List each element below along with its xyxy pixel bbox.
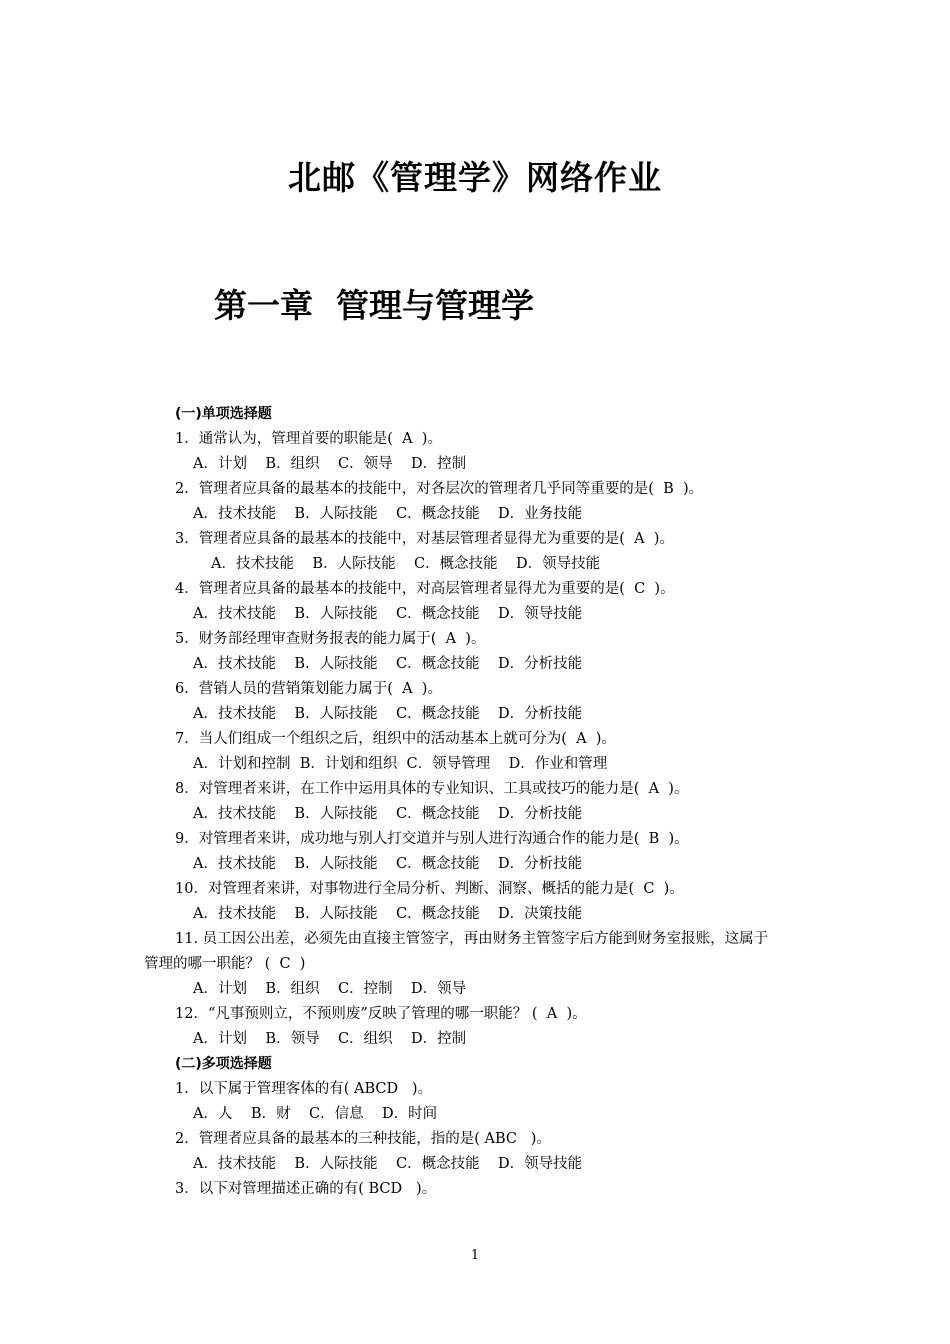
- question-7: 7．当人们组成一个组织之后，组织中的活动基本上就可分为( A )。: [175, 731, 616, 747]
- question-9: 9．对管理者来讲，成功地与别人打交道并与别人进行沟通合作的能力是( B )。: [175, 831, 689, 847]
- question-11-continuation: 管理的哪一职能？ ( C ): [144, 956, 306, 972]
- question-5: 5．财务部经理审查财务报表的能力属于( A )。: [175, 631, 486, 647]
- mc-question-3: 3．以下对管理描述正确的有( BCD )。: [175, 1181, 437, 1197]
- question-8-options: A．技术技能 B．人际技能 C．概念技能 D．分析技能: [193, 806, 583, 822]
- page-number: 1: [470, 1248, 480, 1263]
- chapter-title: 第一章 管理与管理学: [214, 286, 534, 325]
- question-2-options: A．技术技能 B．人际技能 C．概念技能 D．业务技能: [193, 506, 583, 522]
- mc-question-2: 2．管理者应具备的最基本的三种技能，指的是( ABC )。: [175, 1131, 551, 1147]
- question-4: 4．管理者应具备的最基本的技能中，对高层管理者显得尤为重要的是( C )。: [175, 581, 675, 597]
- question-3-options: A．技术技能 B．人际技能 C．概念技能 D．领导技能: [211, 556, 601, 572]
- question-12: 12．“凡事预则立，不预则废”反映了管理的哪一职能？ ( A )。: [175, 1006, 587, 1022]
- question-8: 8．对管理者来讲，在工作中运用具体的专业知识、工具或技巧的能力是( A )。: [175, 781, 689, 797]
- question-11-options: A．计划 B．组织 C．控制 D．领导: [193, 981, 467, 997]
- question-10: 10．对管理者来讲，对事物进行全局分析、判断、洞察、概括的能力是( C )。: [175, 881, 684, 897]
- question-6-options: A．技术技能 B．人际技能 C．概念技能 D．分析技能: [193, 706, 583, 722]
- question-7-options: A．计划和控制 B．计划和组织 C．领导管理 D．作业和管理: [193, 756, 608, 772]
- question-4-options: A．技术技能 B．人际技能 C．概念技能 D．领导技能: [193, 606, 583, 622]
- question-10-options: A．技术技能 B．人际技能 C．概念技能 D．决策技能: [193, 906, 583, 922]
- question-1-options: A．计划 B．组织 C．领导 D．控制: [193, 456, 467, 472]
- question-9-options: A．技术技能 B．人际技能 C．概念技能 D．分析技能: [193, 856, 583, 872]
- question-11: 11. 员工因公出差，必须先由直接主管签字，再由财务主管签字后方能到财务室报账，这属于: [175, 931, 769, 947]
- question-2: 2．管理者应具备的最基本的技能中，对各层次的管理者几乎同等重要的是( B )。: [175, 481, 704, 497]
- question-12-options: A．计划 B．领导 C．组织 D．控制: [193, 1031, 467, 1047]
- mc-question-2-options: A．技术技能 B．人际技能 C．概念技能 D．领导技能: [193, 1156, 583, 1172]
- section-heading-multiple-choice: (二)多项选择题: [175, 1056, 272, 1072]
- section-heading-single-choice: (一)单项选择题: [175, 406, 272, 422]
- mc-question-1-options: A．人 B．财 C．信息 D．时间: [193, 1106, 438, 1122]
- question-5-options: A．技术技能 B．人际技能 C．概念技能 D．分析技能: [193, 656, 583, 672]
- question-3: 3．管理者应具备的最基本的技能中，对基层管理者显得尤为重要的是( A )。: [175, 531, 674, 547]
- question-1: 1．通常认为，管理首要的职能是( A )。: [175, 431, 442, 447]
- question-6: 6．营销人员的营销策划能力属于( A )。: [175, 681, 442, 697]
- document-title: 北邮《管理学》网络作业: [288, 158, 662, 197]
- mc-question-1: 1．以下属于管理客体的有( ABCD )。: [175, 1081, 433, 1097]
